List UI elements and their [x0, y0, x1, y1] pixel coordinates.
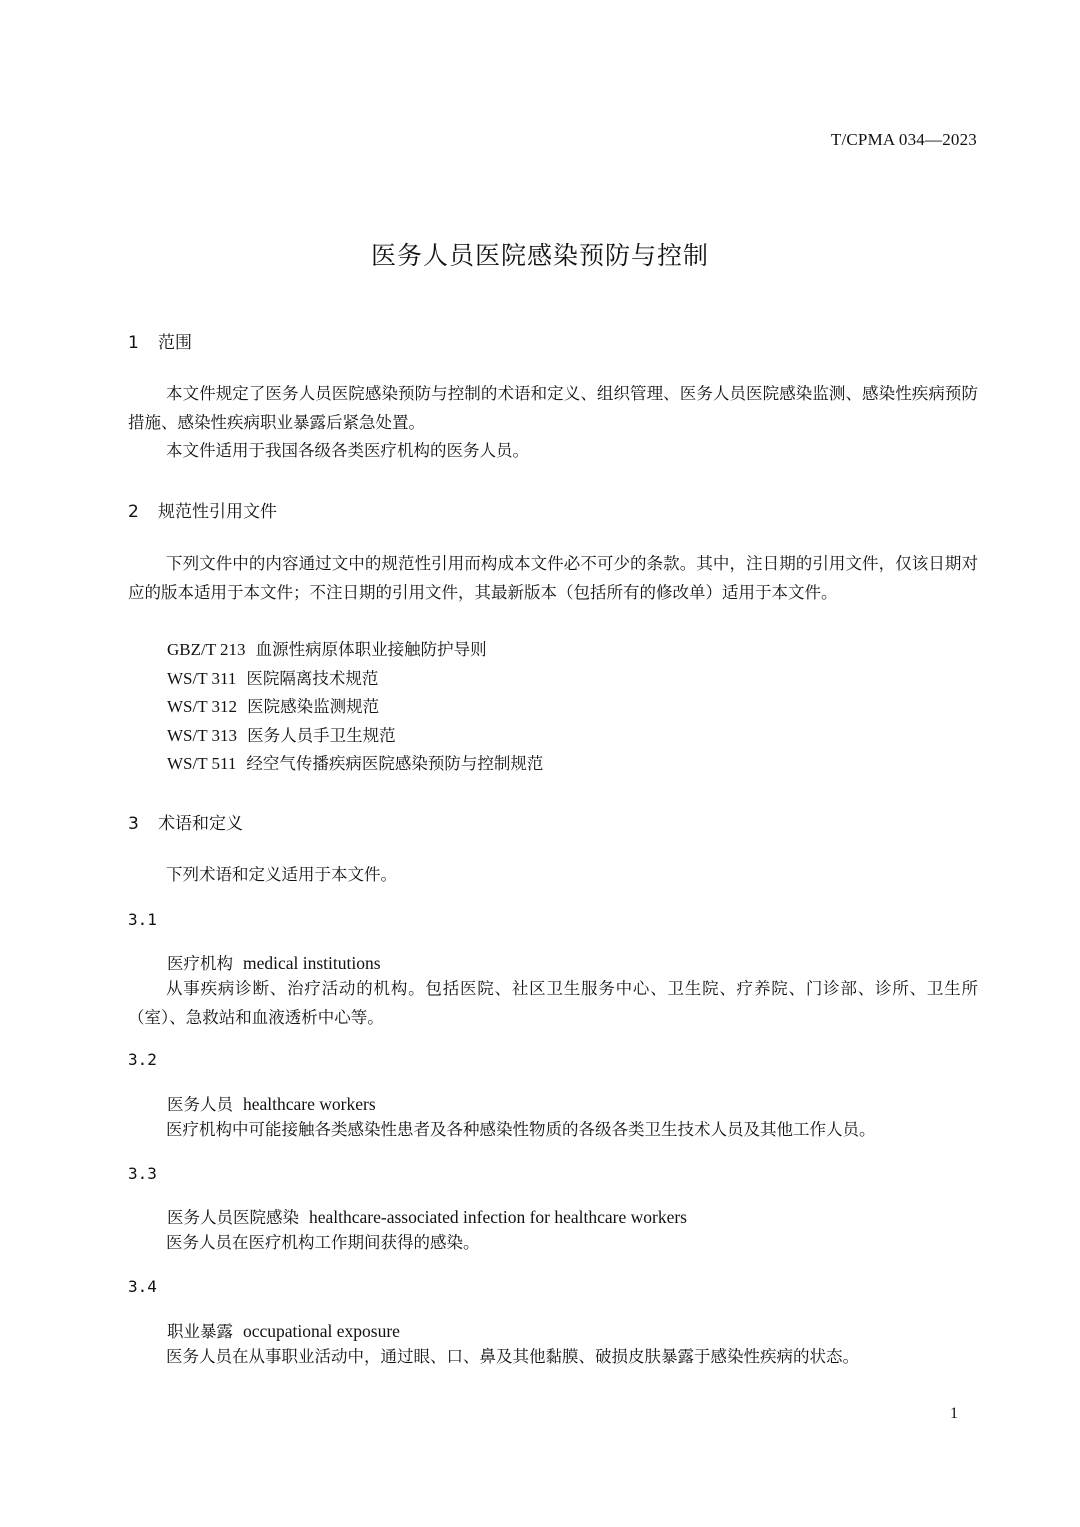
- term-en: healthcare-associated infection for healthcare workers: [309, 1207, 687, 1227]
- standard-code: T/CPMA 034—2023: [830, 130, 977, 149]
- reference-title: 经空气传播疾病医院感染预防与控制规范: [246, 754, 544, 773]
- term-number: 3.1: [128, 910, 157, 929]
- reference-item: [167, 636, 543, 665]
- term-en: occupational exposure: [243, 1321, 400, 1341]
- reference-item: [167, 722, 543, 751]
- section-2-heading: [128, 497, 277, 522]
- section-1-heading: [128, 328, 192, 353]
- term-zh: 医务人员医院感染: [167, 1208, 299, 1227]
- reference-code: GBZ/T 213: [167, 640, 246, 659]
- paragraph: 下列术语和定义适用于本文件。: [166, 865, 397, 884]
- reference-title: 血源性病原体职业接触防护导则: [255, 640, 487, 659]
- reference-item: [167, 693, 543, 722]
- term-heading: [167, 1204, 687, 1228]
- definition-text: 从事疾病诊断、治疗活动的机构。包括医院、社区卫生服务中心、卫生院、疗养院、门诊部、诊所、卫生所（室）、急救站和血液透析中心等。: [128, 979, 978, 1027]
- reference-item: [167, 750, 543, 779]
- reference-title: 医院感染监测规范: [247, 697, 380, 716]
- document-title: 医务人员医院感染预防与控制: [370, 241, 709, 270]
- paragraph: 下列文件中的内容通过文中的规范性引用而构成本文件必不可少的条款。其中，注日期的引用文件，仅该日期对应的版本适用于本文件；不注日期的引用文件，其最新版本（包括所有的修改单）适用于本文件。: [128, 554, 978, 602]
- reference-code: WS/T 311: [167, 668, 237, 688]
- section-number: 2: [128, 502, 139, 522]
- reference-code: WS/T 312: [167, 697, 238, 716]
- term-heading: [167, 950, 381, 974]
- term-zh: 医疗机构: [167, 954, 233, 973]
- definition-text: 医务人员在医疗机构工作期间获得的感染。: [166, 1233, 480, 1252]
- term-zh: 职业暴露: [167, 1322, 233, 1341]
- term-definition: [128, 1116, 978, 1145]
- term-en: medical institutions: [243, 953, 381, 973]
- term-heading: [167, 1091, 376, 1115]
- definition-text: 医疗机构中可能接触各类感染性患者及各种感染性物质的各级各类卫生技术人员及其他工作人员。: [166, 1120, 876, 1139]
- term-number: 3.3: [128, 1164, 157, 1183]
- paragraph: 本文件适用于我国各级各类医疗机构的医务人员。: [166, 441, 529, 460]
- term-number: 3.2: [128, 1050, 157, 1069]
- section-3-intro: [128, 861, 978, 890]
- term-definition: [128, 975, 978, 1032]
- term-definition: [128, 1343, 978, 1372]
- section-1-body: [128, 380, 978, 466]
- term-en: healthcare workers: [243, 1094, 376, 1114]
- reference-title: 医院隔离技术规范: [246, 668, 379, 688]
- reference-code: WS/T 511: [167, 754, 237, 773]
- reference-code: WS/T 313: [167, 725, 238, 745]
- term-heading: [167, 1318, 400, 1342]
- term-definition: [128, 1229, 978, 1258]
- page-number: 1: [950, 1405, 958, 1422]
- definition-text: 医务人员在从事职业活动中，通过眼、口、鼻及其他黏膜、破损皮肤暴露于感染性疾病的状态。: [166, 1347, 859, 1366]
- reference-title: 医务人员手卫生规范: [247, 725, 396, 745]
- section-title: 术语和定义: [158, 814, 243, 834]
- section-number: 3: [128, 814, 139, 834]
- section-number: 1: [128, 333, 139, 353]
- section-title: 规范性引用文件: [158, 502, 277, 522]
- paragraph: 本文件规定了医务人员医院感染预防与控制的术语和定义、组织管理、医务人员医院感染监测、感染性疾病预防措施、感染性疾病职业暴露后紧急处置。: [128, 384, 978, 432]
- term-number: 3.4: [128, 1277, 157, 1296]
- term-zh: 医务人员: [167, 1095, 233, 1114]
- section-3-heading: [128, 809, 243, 834]
- reference-item: [167, 665, 543, 694]
- section-2-intro: [128, 550, 978, 607]
- section-title: 范围: [158, 333, 192, 353]
- reference-list: [167, 636, 543, 779]
